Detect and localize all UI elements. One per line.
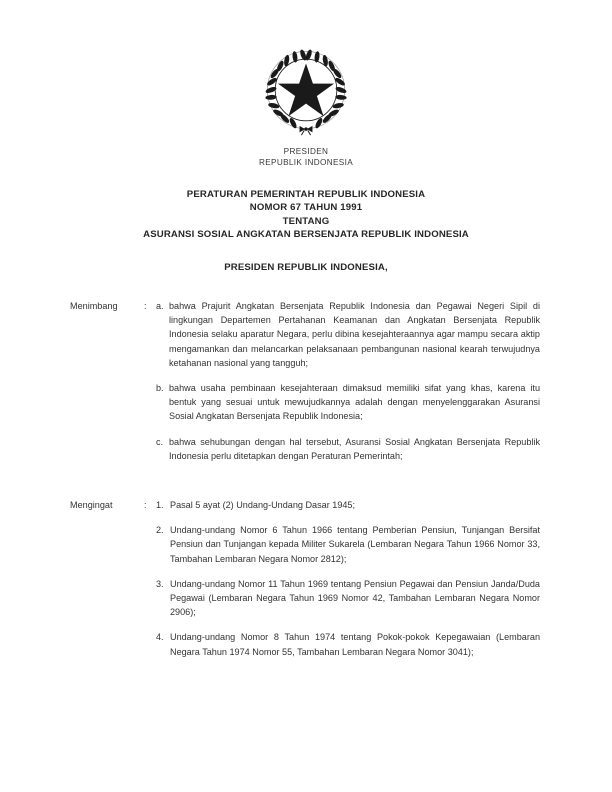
star-shape xyxy=(278,64,334,117)
list-item xyxy=(156,523,540,566)
item-text: Undang-undang Nomor 8 Tahun 1974 tentang Pokok-pokok Kepegawaian (Lembaran Negara Tahun 1974 Nomor 55, Tambahan Lembaran Negara Nomor 3041); xyxy=(170,632,540,657)
item-text: Undang-undang Nomor 6 Tahun 1966 tentang Pemberian Pensiun, Tunjangan Bersifat Pensiun dan Tunjangan kepada Militer Sukarela (Lembaran Negara Tahun 1966 Nomor 33, Tambahan Lembaran Negara Nomor 2812); xyxy=(170,525,540,564)
document-title-block xyxy=(0,188,612,274)
item-marker: 4. xyxy=(156,632,164,643)
item-text: bahwa Prajurit Angkatan Bersenjata Republik Indonesia dan Pegawai Negeri Sipil di lingkungan Departemen Pertahanan Keamanan dan Angkatan Bersenjata Republik Indonesia selaku aparatur Negara, perlu dibina kesejahteraannya agar mampu secara aktip mengamankan dan melancarkan pelaksanaan pembangunan nasional kearah terwujudnya ketahanan nasional yang tangguh; xyxy=(169,301,540,368)
item-marker: b. xyxy=(156,383,164,394)
title-line-subject: ASURANSI SOSIAL ANGKATAN BERSENJATA REPUBLIK INDONESIA xyxy=(143,229,469,241)
mengingat-items xyxy=(156,498,540,659)
emblem-caption-line2: REPUBLIK INDONESIA xyxy=(258,157,354,167)
menimbang-colon: : xyxy=(144,301,147,312)
list-item xyxy=(156,435,540,463)
item-marker: 2. xyxy=(156,525,164,536)
menimbang-items xyxy=(156,299,540,463)
list-item xyxy=(156,498,540,512)
item-text: Pasal 5 ayat (2) Undang-Undang Dasar 1945; xyxy=(170,500,356,511)
emblem-caption xyxy=(0,147,612,168)
menimbang-section xyxy=(0,299,612,463)
mengingat-colon: : xyxy=(144,500,147,511)
list-item xyxy=(156,381,540,424)
mengingat-label: Mengingat xyxy=(70,500,113,511)
item-marker: c. xyxy=(156,436,164,447)
item-text: bahwa sehubungan dengan hal tersebut, Asuransi Sosial Angkatan Bersenjata Republik Indonesia perlu ditetapkan dengan Peraturan Pemerintah; xyxy=(169,436,540,461)
item-marker: 3. xyxy=(156,578,164,589)
clauses-region xyxy=(0,299,612,659)
issuing-authority: PRESIDEN REPUBLIK INDONESIA, xyxy=(224,261,388,273)
item-marker: a. xyxy=(156,301,164,312)
list-item xyxy=(156,630,540,658)
title-line-tentang: TENTANG xyxy=(282,215,330,227)
item-text: Undang-undang Nomor 11 Tahun 1969 tentang Pensiun Pegawai dan Pensiun Janda/Duda Pegawai (Lembaran Negara Tahun 1969 Nomor 42, Tambahan Lembaran Negara Nomor 2906); xyxy=(170,578,540,618)
list-item xyxy=(156,299,540,370)
emblem-block xyxy=(0,0,612,168)
mengingat-section xyxy=(0,498,612,659)
item-marker: 1. xyxy=(156,500,164,511)
title-line-number: NOMOR 67 TAHUN 1991 xyxy=(249,202,363,214)
item-text: bahwa usaha pembinaan kesejahteraan dimaksud memiliki sifat yang khas, karena itu bentuk yang sesuai untuk mewujudkannya adalah dengan menyelenggarakan Asuransi Sosial Angkatan Bersenjata Republik Indonesia; xyxy=(169,383,540,422)
title-line-regulation: PERATURAN PEMERINTAH REPUBLIK INDONESIA xyxy=(186,189,426,200)
menimbang-label: Menimbang xyxy=(70,301,118,312)
emblem-caption-line1: PRESIDEN xyxy=(283,147,329,156)
list-item xyxy=(156,577,540,620)
garuda-star-wreath-emblem xyxy=(260,44,352,136)
